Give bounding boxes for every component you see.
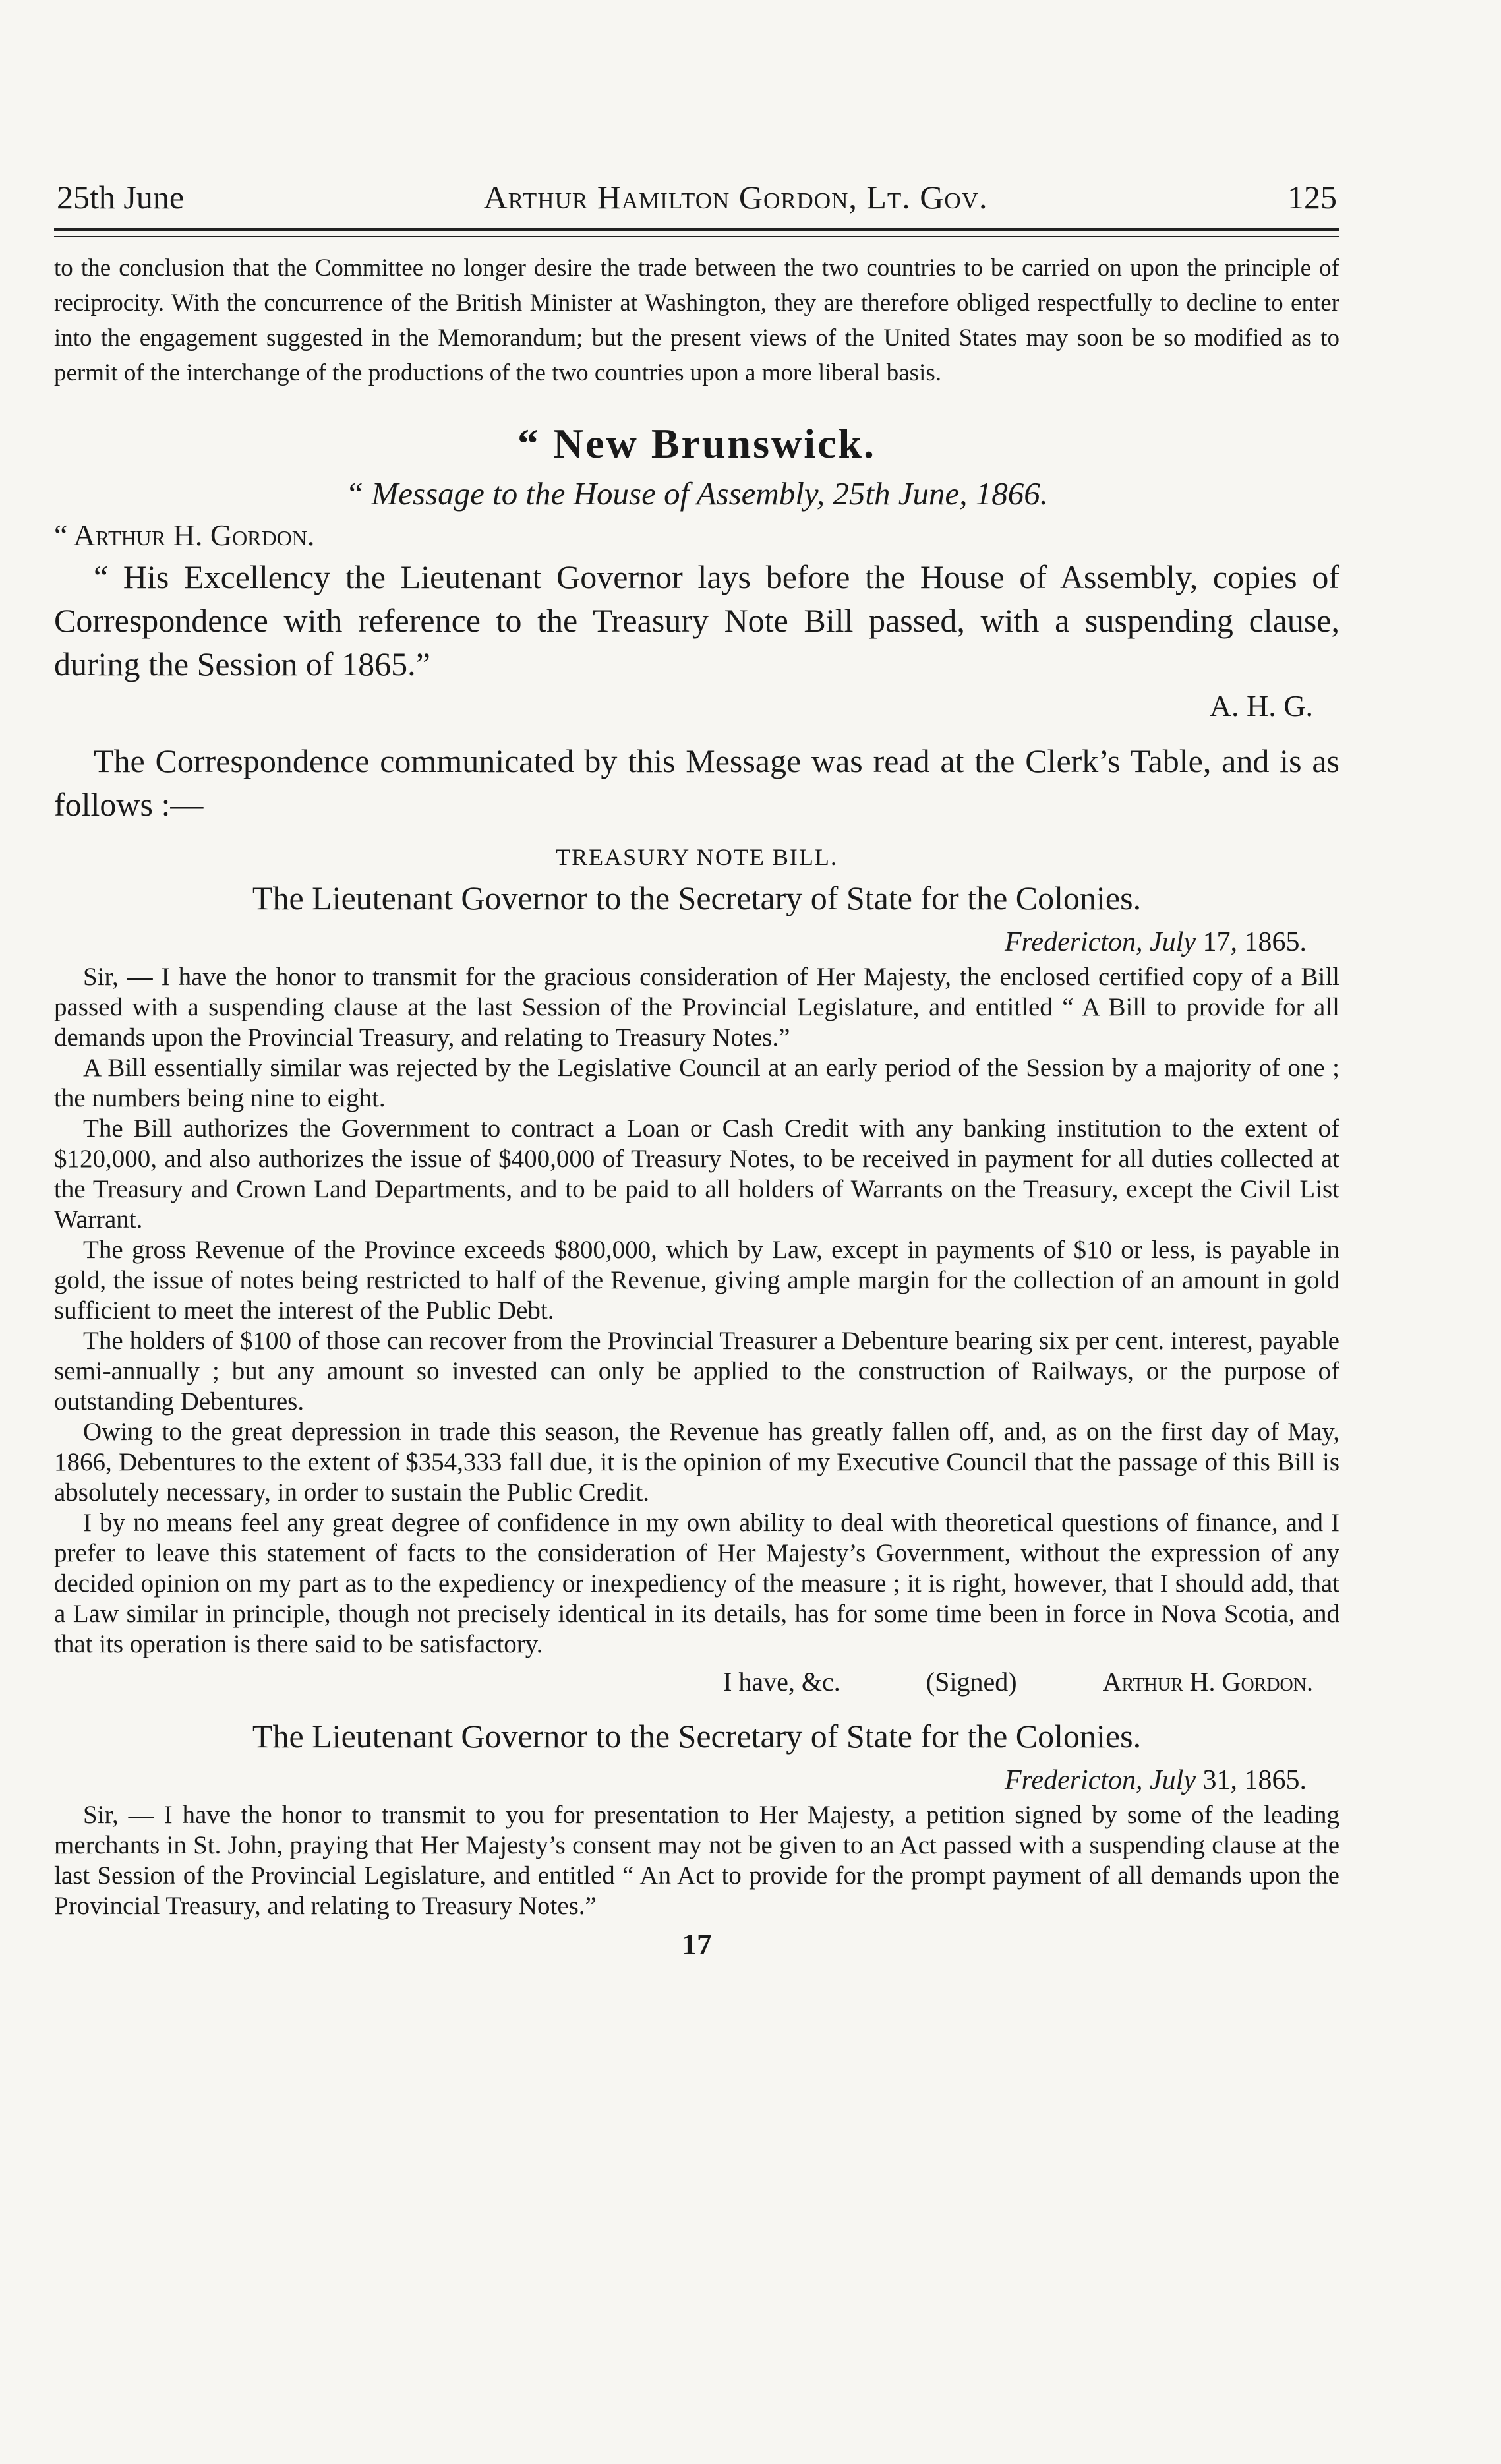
message-author: “ Arthur H. Gordon.	[54, 518, 315, 552]
letter1-paragraph: Sir, — I have the honor to transmit for the gracious consideration of Her Majesty, the enclosed certified copy of a Bill passed with a suspending clause at the last Session of the Provincial Legislature, and entitled “ A Bill to provide for all demands upon the Provincial Treasury, and relating to Treasury Notes.”	[54, 963, 1339, 1052]
signature: Arthur H. Gordon.	[1102, 1667, 1313, 1697]
running-header	[54, 178, 1339, 216]
letter1-date: 17, 1865.	[1202, 927, 1307, 957]
intro-paragraph: to the conclusion that the Committee no longer desire the trade between the two countries to be carried on upon the principle of reciprocity. With the concurrence of the British Minister at Washington, they are therefore obliged respectfully to decline to enter into the engagement suggested in the Memorandum; but the present views of the United States may soon be so modified as to permit of the interchange of the productions of the two countries upon a more liberal basis.	[54, 255, 1339, 386]
letter1-paragraph: A Bill essentially similar was rejected by the Legislative Council at an early period of the Session by a majority of one ; the numbers being nine to eight.	[54, 1054, 1339, 1112]
header-date: 25th June	[57, 179, 185, 216]
letter2-place: Fredericton, July	[1004, 1765, 1196, 1795]
header-title: Arthur Hamilton Gordon, Lt. Gov.	[483, 179, 988, 216]
communicated-paragraph: The Correspondence communicated by this Message was read at the Clerk’s Table, and is as follows :—	[54, 742, 1339, 823]
closing-formula: I have, &c.	[723, 1667, 840, 1697]
letter1-paragraph: The holders of $100 of those can recover from the Provincial Treasurer a Debenture bearing six per cent. interest, payable semi-annually ; but any amount so invested can only be applied to the construction of Railways, or the purpose of outstanding Debentures.	[54, 1327, 1339, 1416]
letter1-dateline	[54, 926, 1307, 958]
letter1-paragraph: The gross Revenue of the Province exceeds $800,000, which by Law, except in payments of $10 or less, is payable in gold, the issue of notes being restricted to half of the Revenue, giving ample margin for the collection of an amount in gold sufficient to meet the interest of the Public Debt.	[54, 1236, 1339, 1325]
letter2-title: The Lieutenant Governor to the Secretary of State for the Colonies.	[252, 1718, 1142, 1755]
letter2-paragraph: Sir, — I have the honor to transmit to you for presentation to Her Majesty, a petition signed by some of the leading merchants in St. John, praying that Her Majesty’s consent may not be given to an Act passed with a suspending clause at the last Session of the Provincial Legislature, and entitled “ An Act to provide for the prompt payment of all demands upon the Provincial Treasury, and relating to Treasury Notes.”	[54, 1801, 1339, 1920]
excellency-paragraph: “ His Excellency the Lieutenant Governor lays before the House of Assembly, copies of Correspondence with reference to the Treasury Note Bill passed, with a suspending clause, during the Session of 1865.”	[54, 558, 1339, 682]
letter1-paragraph: The Bill authorizes the Government to contract a Loan or Cash Credit with any banking institution to the extent of $120,000, and also authorizes the issue of $400,000 of Treasury Notes, to be received in payment for all duties collected at the Treasury and Crown Land Departments, and to be paid to all holders of Warrants on the Treasury, except the Civil List Warrant.	[54, 1114, 1339, 1234]
letter1-place: Fredericton, July	[1004, 927, 1196, 957]
letter2-body	[54, 1800, 1339, 1921]
letter1-paragraph: I by no means feel any great degree of confidence in my own ability to deal with theoretical questions of finance, and I prefer to leave this statement of facts to the consideration of Her Majesty’s Government, without the expression of any decided opinion on my part as to the expediency or inexpediency of the measure ; it is right, however, that I should add, that a Law similar in principle, though not precisely identical in its details, has for some time been in force in Nova Scotia, and that its operation is there said to be satisfactory.	[54, 1509, 1339, 1658]
signed-label: (Signed)	[926, 1667, 1017, 1697]
header-rule	[54, 228, 1339, 237]
letter2-date: 31, 1865.	[1202, 1765, 1307, 1795]
document-page	[54, 178, 1339, 1962]
letter1-title: The Lieutenant Governor to the Secretary of State for the Colonies.	[252, 880, 1142, 916]
section-heading-new-brunswick: “ New Brunswick.	[517, 420, 877, 467]
letter1-closing	[54, 1666, 1313, 1697]
letter1-body	[54, 962, 1339, 1660]
message-heading: “ Message to the House of Assembly, 25th June, 1866.	[345, 475, 1049, 512]
letter1-paragraph: Owing to the great depression in trade this season, the Revenue has greatly fallen off, and, as on the first day of May, 1866, Debentures to the extent of $354,333 fall due, it is the opinion of my Executive Council that the passage of this Bill is absolutely necessary, in order to sustain the Public Credit.	[54, 1418, 1339, 1507]
header-page-number: 125	[1287, 179, 1337, 216]
initials: A. H. G.	[1209, 689, 1313, 723]
bill-heading: TREASURY NOTE BILL.	[556, 844, 838, 870]
footer-page-number: 17	[682, 1927, 712, 1961]
letter2-dateline	[54, 1764, 1307, 1796]
